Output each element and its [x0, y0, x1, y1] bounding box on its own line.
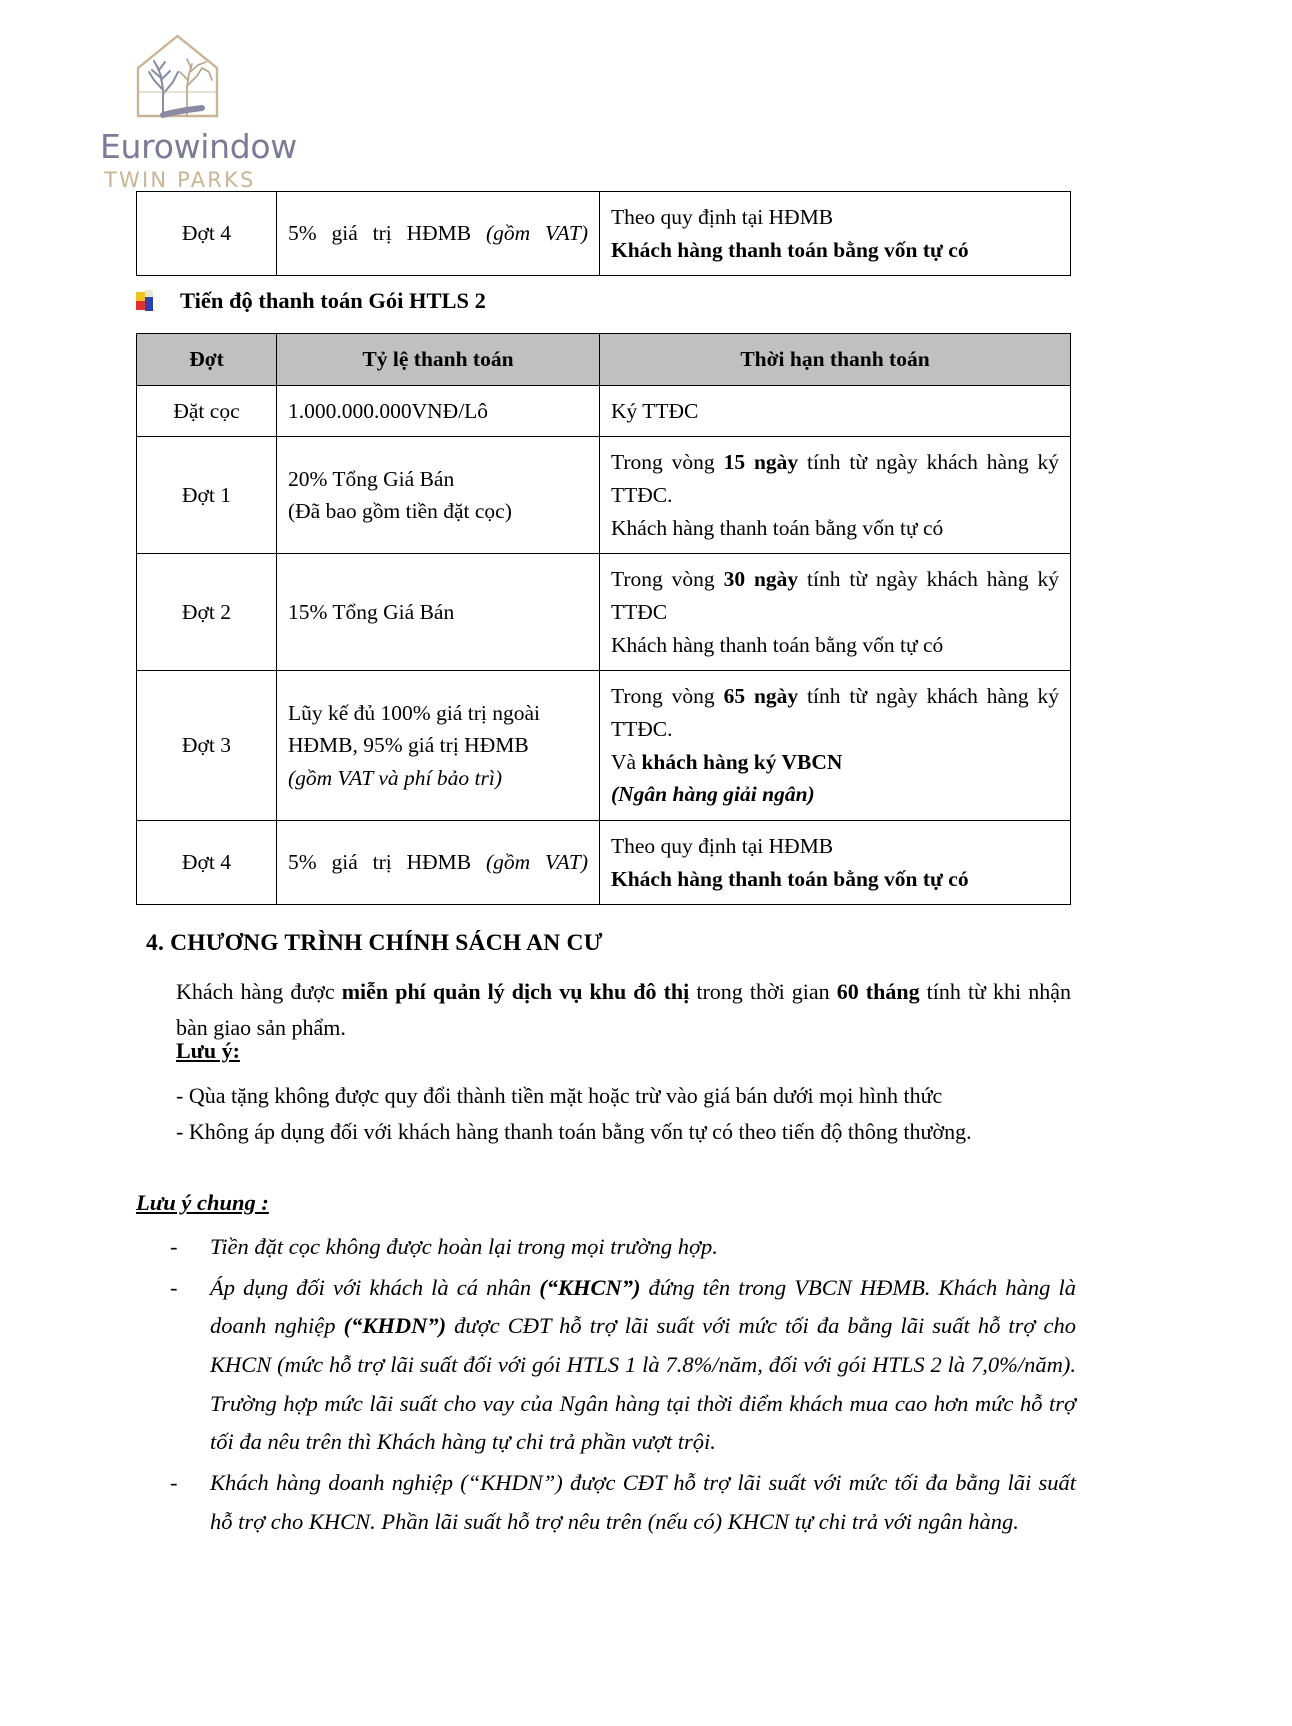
table-row	[137, 192, 1071, 276]
text-part: Tiền đặt cọc không được hoàn lại trong mọi trường hợp.	[210, 1234, 718, 1259]
body-post: tính từ khi nhận bàn giao sản phẩm.	[176, 979, 1071, 1040]
text-part-bold: (“KHDN”)	[343, 1313, 447, 1339]
term-line-2: Khách hàng thanh toán bằng vốn tự có	[611, 515, 944, 540]
brand-logo	[100, 28, 400, 192]
cell-dot: Đặt cọc	[137, 385, 277, 437]
section-4-title: 4. CHƯƠNG TRÌNH CHÍNH SÁCH AN CƯ	[146, 930, 603, 956]
table-row	[137, 385, 1071, 437]
text-part: đứng tên trong VBCN HĐMB. Khách hàng là doanh nghiệp	[210, 1274, 1076, 1339]
term-bold: 65 ngày	[723, 684, 799, 709]
text-part: được CĐT hỗ trợ lãi suất với mức tối đa bằng lãi suất hỗ trợ cho KHCN (mức hỗ trợ lãi suất đối với gói HTLS 1 là 7.8%/năm, đối với gói HTLS 2 là 7,0%/năm). Trường hợp mức lãi suất cho vay của Ngân hàng tại thời điểm khách mua cao hơn mức hỗ trợ tối đa nêu trên thì Khách hàng tự chi trả phần vượt trội.	[210, 1313, 1076, 1455]
general-note-list	[166, 1228, 1076, 1544]
cell-term	[600, 554, 1071, 671]
list-dash: -	[170, 1470, 178, 1496]
term-line2-pre: Và	[611, 749, 642, 774]
cell-term	[600, 821, 1071, 905]
subsection-heading-text: Tiến độ thanh toán Gói HTLS 2	[180, 288, 486, 313]
cell-ratio	[277, 821, 600, 905]
term-post: tính từ ngày khách hàng ký TTĐC.	[611, 684, 1059, 742]
term-post: tính từ ngày khách hàng ký TTĐC	[611, 567, 1059, 625]
body-pre: Khách hàng được	[176, 979, 342, 1004]
table-row	[137, 671, 1071, 821]
ratio-line-2: (Đã bao gồm tiền đặt cọc)	[288, 499, 512, 524]
header-term: Thời hạn thanh toán	[600, 334, 1071, 386]
body-mid: trong thời gian	[689, 979, 837, 1004]
note-title: Lưu ý:	[176, 1038, 240, 1063]
table-header-row	[137, 334, 1071, 386]
term-line-1: Theo quy định tại HĐMB	[611, 834, 834, 859]
list-dash: -	[170, 1234, 178, 1259]
header-ratio: Tỷ lệ thanh toán	[277, 334, 600, 386]
text-part: Khách hàng doanh nghiệp (“KHDN”) được CĐT hỗ trợ lãi suất với mức tối đa bằng lãi suất hỗ trợ cho KHCN. Phần lãi suất hỗ trợ nêu trên (nếu có) KHCN tự chi trả với ngân hàng.	[210, 1470, 1076, 1534]
general-note-title: Lưu ý chung :	[136, 1190, 269, 1215]
ratio-plain: 5% giá trị HĐMB	[288, 850, 486, 875]
table-row	[137, 821, 1071, 905]
body-bold-2: 60 tháng	[836, 979, 920, 1004]
cell-term	[600, 437, 1071, 554]
note-item: - Không áp dụng đối với khách hàng thanh toán bằng vốn tự có theo tiến độ thông thường.	[176, 1118, 972, 1144]
section-4-body	[176, 974, 1071, 1045]
term-line2-bold: khách hàng ký VBCN	[641, 749, 843, 774]
term-line-2: Khách hàng thanh toán bằng vốn tự có	[611, 632, 944, 657]
table-row	[137, 554, 1071, 671]
list-item	[166, 1269, 1076, 1462]
list-text	[210, 1269, 1076, 1462]
ratio-italic: (gồm VAT)	[485, 221, 588, 246]
list-item	[166, 1228, 1076, 1267]
term-pre: Trong vòng	[611, 684, 724, 709]
term-line-1: Theo quy định tại HĐMB	[611, 205, 834, 229]
cell-term: Ký TTĐC	[600, 385, 1071, 437]
cell-dot: Đợt 2	[137, 554, 277, 671]
cell-dot: Đợt 3	[137, 671, 277, 821]
cell-ratio: 1.000.000.000VNĐ/Lô	[277, 385, 600, 437]
term-line-2: Khách hàng thanh toán bằng vốn tự có	[611, 237, 969, 262]
header-dot: Đợt	[137, 334, 277, 386]
term-bold: 30 ngày	[723, 567, 799, 592]
list-text	[210, 1228, 1076, 1267]
ratio-plain: 5% giá trị HĐMB	[288, 221, 486, 246]
term-post: tính từ ngày khách hàng ký TTĐC.	[611, 450, 1059, 508]
subsection-heading	[136, 288, 486, 314]
house-tree-icon	[130, 28, 400, 128]
list-dash: -	[170, 1274, 178, 1300]
term-pre: Trong vòng	[611, 567, 724, 592]
list-item	[166, 1464, 1076, 1541]
payment-table-continued	[136, 191, 1071, 276]
brand-name: Eurowindow	[100, 127, 297, 166]
note-list	[176, 1078, 1076, 1149]
term-line-2	[611, 746, 1059, 779]
ratio-line-1: Lũy kế đủ 100% giá trị ngoài HĐMB, 95% giá trị HĐMB	[288, 700, 540, 758]
cell-term	[600, 192, 1071, 276]
term-line-2: Khách hàng thanh toán bằng vốn tự có	[611, 866, 969, 891]
ratio-line-1: 20% Tổng Giá Bán	[288, 466, 455, 491]
cell-ratio	[277, 192, 600, 276]
ratio-line-2: (gồm VAT và phí bảo trì)	[288, 766, 502, 791]
cell-dot: Đợt 1	[137, 437, 277, 554]
cell-ratio: 15% Tổng Giá Bán	[277, 554, 600, 671]
table-row	[137, 437, 1071, 554]
cell-ratio	[277, 671, 600, 821]
note-item: - Qùa tặng không được quy đổi thành tiền mặt hoặc trừ vào giá bán dưới mọi hình thức	[176, 1083, 943, 1108]
cell-dot: Đợt 4	[137, 192, 277, 276]
cell-dot: Đợt 4	[137, 821, 277, 905]
body-bold-1: miễn phí quản lý dịch vụ khu đô thị	[341, 979, 690, 1004]
ratio-italic: (gồm VAT)	[485, 850, 588, 875]
wingdings-bullet-icon	[136, 290, 158, 312]
cell-ratio	[277, 437, 600, 554]
payment-schedule-table	[136, 333, 1071, 905]
list-text	[210, 1464, 1076, 1541]
term-line-3: (Ngân hàng giải ngân)	[611, 782, 815, 807]
term-bold: 15 ngày	[723, 450, 799, 475]
term-pre: Trong vòng	[611, 450, 724, 475]
brand-subtitle: TWIN PARKS	[104, 167, 256, 192]
text-part-bold: (“KHCN”)	[539, 1274, 641, 1300]
text-part: Áp dụng đối với khách là cá nhân	[210, 1274, 540, 1300]
cell-term	[600, 671, 1071, 821]
